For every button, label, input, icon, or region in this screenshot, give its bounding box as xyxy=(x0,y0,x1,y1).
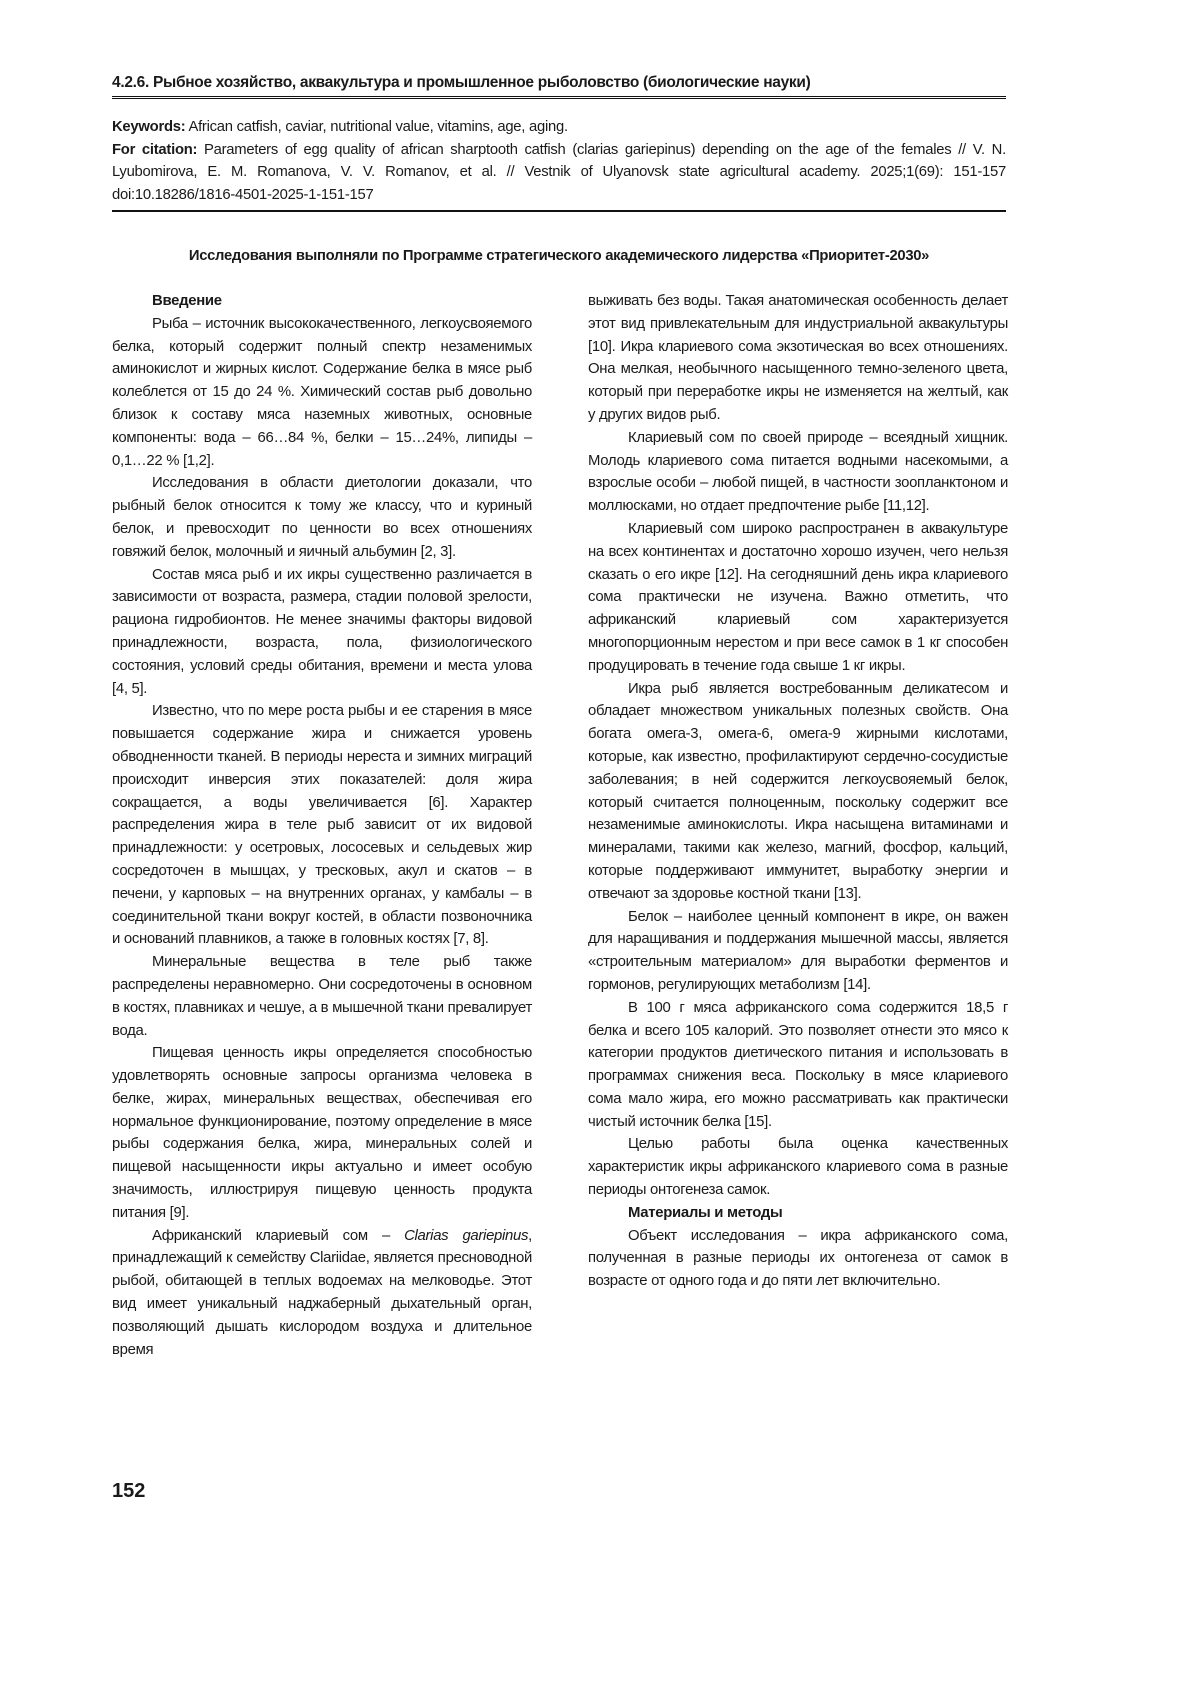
paragraph: Пищевая ценность икры определяется способностью удовлетворять основные запросы организма человека в белке, жирах, минеральных веществах, обеспечивая его нормальное функционирование, поэтому определение в мясе рыбы содержания белка, жира, минеральных солей и пищевой насыщенности икры актуально и имеет особую значимость, иллюстрируя пищевую ценность продукта питания [9]. xyxy=(112,1045,532,1221)
citation-text: Parameters of egg quality of african sharptooth catfish (clarias gariepinus) depending on the age of the females // V. N. Lyubomirova, E. M. Romanova, V. V. Romanov, et al. // Vestnik of Ulyanovsk state agricultural academy. 2025;1(69): 151-157 doi:10.18286/1816-4501-2025-1-151-157 xyxy=(112,141,1006,203)
article-meta xyxy=(112,116,1006,212)
keywords xyxy=(112,116,1006,139)
paragraph xyxy=(112,1225,532,1362)
paragraph: Рыба – источник высококачественного, легкоусвояемого белка, который содержит полный спектр незаменимых аминокислот и жирных кислот. Содержание белка в мясе рыб колеблется от 15 до 24 %. Химический состав рыб довольно близок к составу мяса наземных животных, основные компоненты: вода – 66…84 %, белки – 15…24%, липиды – 0,1…22 % [1,2]. xyxy=(112,315,532,469)
paragraph: Икра рыб является востребованным деликатесом и обладает множеством уникальных полезных свойств. Она богата омега-3, омега-6, омега-9 жирными кислотами, которые, как известно, профилактируют сердечно-сосудистые заболевания; в ней содержится легкоусвояемый белок, который считается полноценным, поскольку содержит все незаменимые аминокислоты. Икра насыщена витаминами и минералами, такими как железо, магний, фосфор, кальций, которые поддерживают иммунитет, выработку энергии и отвечают за здоровье костной ткани [13]. xyxy=(588,680,1008,902)
paragraph: Состав мяса рыб и их икры существенно различается в зависимости от возраста, размера, стадии половой зрелости, рациона гидробионтов. Не менее значимы факторы видовой принадлежности, возраста, пола, физиологического состояния, условий среды обитания, времени и места улова [4, 5]. xyxy=(112,566,532,697)
keywords-label: Keywords: xyxy=(112,119,186,135)
paragraph: Белок – наиболее ценный компонент в икре, он важен для наращивания и поддержания мышечной массы, является «строительным материалом» для выработки ферментов и гормонов, регулирующих метаболизм [14]. xyxy=(588,908,1008,993)
species-name: Clarias gariepinus xyxy=(404,1227,529,1244)
keywords-text: African catfish, caviar, nutritional value, vitamins, age, aging. xyxy=(188,119,568,135)
paragraph: Известно, что по мере роста рыбы и ее старения в мясе повышается содержание жира и снижается уровень обводненности тканей. В периоды нереста и зимних миграций происходит инверсия этих показателей: доля жира сокращается, а воды увеличивается [6]. Характер распределения жира в теле рыб зависит от их видовой принадлежности: у осетровых, лососевых и сельдевых жир сосредоточен в мышцах, у тресковых, акул и скатов – в печени, у карповых – на внутренних органах, у камбалы – в соединительной ткани вокруг костей, в области позвоночника и оснований плавников, а также в головных костях [7, 8]. xyxy=(112,703,532,948)
left-column xyxy=(112,290,532,1361)
heading-introduction: Введение xyxy=(152,293,222,309)
citation-label: For citation: xyxy=(112,141,198,158)
section-header: 4.2.6. Рыбное хозяйство, аквакультура и промышленное рыболовство (биологические науки) xyxy=(112,74,1006,99)
paragraph: Целью работы была оценка качественных характеристик икры африканского клариевого сома в разные периоды онтогенеза самок. xyxy=(588,1136,1008,1199)
citation xyxy=(112,139,1006,207)
page-number: 152 xyxy=(112,1480,146,1502)
paragraph-continued: выживать без воды. Такая анатомическая особенность делает этот вид привлекательным для индустриальной аквакультуры [10]. Икра клариевого сома экзотическая во всех отношениях. Она мелкая, необычного насыщенного темно-зеленого цвета, который при переработке икры не изменяется на желтый, как у других видов рыб. xyxy=(588,293,1008,423)
text: Африканский клариевый сом – xyxy=(152,1227,405,1244)
paragraph: Минеральные вещества в теле рыб также распределены неравномерно. Они сосредоточены в основном в костях, плавниках и чешуе, а в мышечной ткани превалирует вода. xyxy=(112,954,532,1039)
paragraph: Объект исследования – икра африканского сома, полученная в разные периоды их онтогенеза от самок в возрасте от одного года и до пяти лет включительно. xyxy=(588,1227,1008,1290)
right-column xyxy=(588,290,1008,1293)
text: , принадлежащий к семейству Clariidae, является пресноводной рыбой, обитающей в теплых водоемах на мелководье. Этот вид имеет уникальный наджаберный дыхательный орган, позволяющий дышать кислородом воздуха и длительное время xyxy=(112,1227,532,1358)
heading-materials-methods: Материалы и методы xyxy=(628,1204,783,1221)
paragraph: В 100 г мяса африканского сома содержится 18,5 г белка и всего 105 калорий. Это позволяет отнести это мясо к категории продуктов диетического питания и использовать в программах снижения веса. Поскольку в мясе клариевого сома мало жира, его можно рассматривать как практически чистый источник белка [15]. xyxy=(588,999,1008,1130)
funding-note: Исследования выполняли по Программе стратегического академического лидерства «Приоритет-2030» xyxy=(188,248,930,264)
paragraph: Клариевый сом по своей природе – всеядный хищник. Молодь клариевого сома питается водными насекомыми, а взрослые особи – любой пищей, в частности зоопланктоном и моллюсками, но отдает предпочтение рыбе [11,12]. xyxy=(588,429,1008,515)
paragraph: Исследования в области диетологии доказали, что рыбный белок относится к тому же классу, что и куриный белок, и превосходит по ценности во всех отношениях говяжий белок, молочный и яичный альбумин [2, 3]. xyxy=(112,475,532,560)
paragraph: Клариевый сом широко распространен в аквакультуре на всех континентах и достаточно хорошо изучен, чего нельзя сказать о его икре [12]. На сегодняшний день икра клариевого сома практически не изучена. Важно отметить, что африканский клариевый сом характеризуется многопорционным нерестом и при весе самок в 1 кг способен продуцировать в течение года свыше 1 кг икры. xyxy=(588,520,1008,674)
